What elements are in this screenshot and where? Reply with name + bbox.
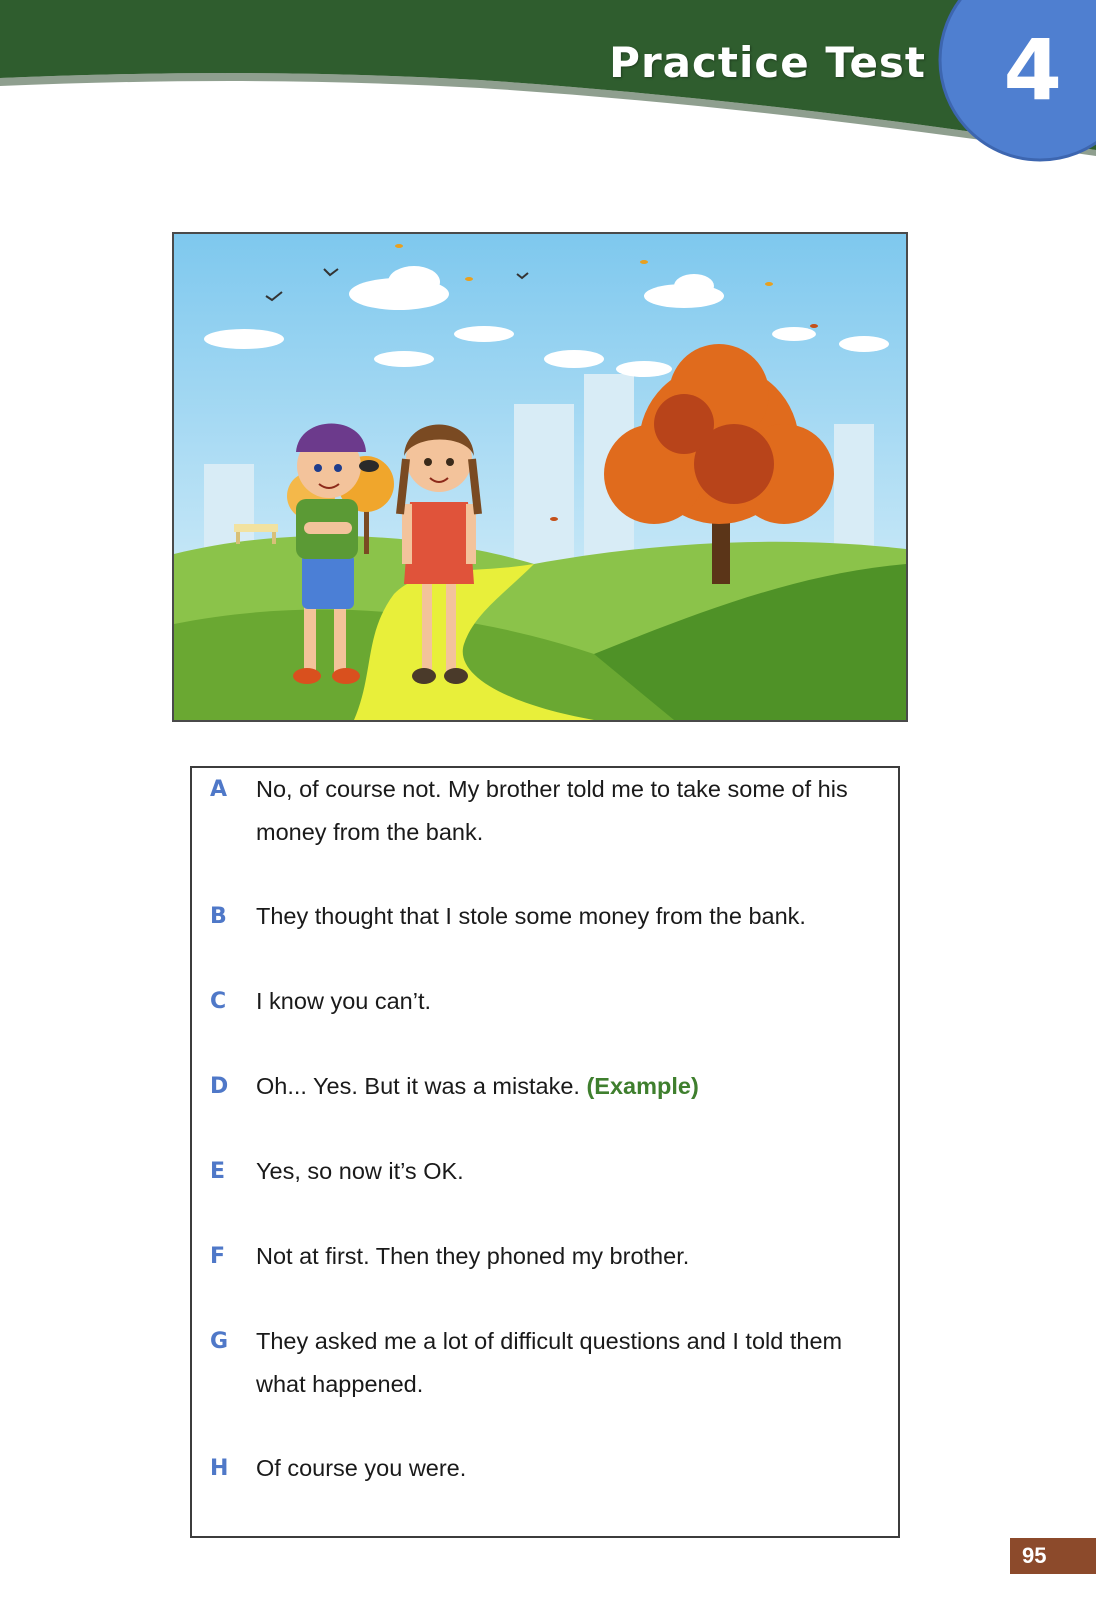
autumn-park-illustration-icon bbox=[174, 234, 906, 720]
example-tag: (Example) bbox=[586, 1073, 699, 1099]
option-text: I know you can’t. bbox=[256, 988, 432, 1014]
illustration bbox=[172, 232, 908, 722]
option-letter: B bbox=[210, 904, 227, 929]
option-letter: C bbox=[210, 989, 227, 1014]
test-number: 4 bbox=[1003, 21, 1062, 119]
page-title: Practice Test bbox=[609, 38, 926, 87]
option-text: They thought that I stole some money from the bank. bbox=[256, 903, 806, 929]
option-text: Oh... Yes. But it was a mistake. bbox=[256, 1073, 580, 1099]
option-text: Not at first. Then they phoned my brother. bbox=[256, 1243, 690, 1269]
option-letter: F bbox=[210, 1244, 226, 1269]
option-text: They asked me a lot of difficult questions and I told them what happened. bbox=[256, 1328, 843, 1397]
page-number: 95 bbox=[1010, 1538, 1096, 1574]
option-letter: A bbox=[210, 777, 228, 802]
option-letter: E bbox=[210, 1159, 226, 1184]
option-letter: H bbox=[210, 1456, 229, 1481]
answer-options-box bbox=[190, 766, 900, 1538]
option-text: No, of course not. My brother told me to take some of his money from the bank. bbox=[256, 776, 848, 845]
option-letter: D bbox=[210, 1074, 229, 1099]
option-text-wrap bbox=[256, 1065, 876, 1108]
option-text: Yes, so now it’s OK. bbox=[256, 1158, 464, 1184]
header-band bbox=[0, 0, 1096, 170]
option-letter: G bbox=[210, 1329, 229, 1354]
header-wave-icon bbox=[0, 0, 1096, 170]
option-text: Of course you were. bbox=[256, 1455, 467, 1481]
